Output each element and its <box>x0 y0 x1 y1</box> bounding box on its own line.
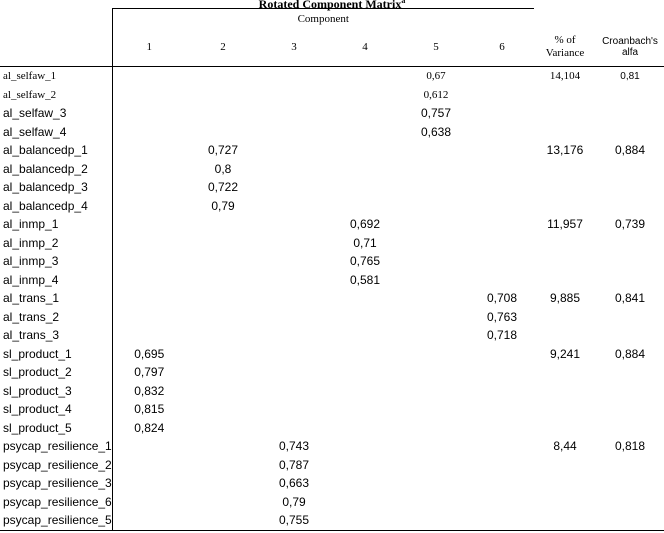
table-title-text: Rotated Component Matrix <box>258 0 402 11</box>
loading-cell-6 <box>470 160 534 179</box>
loading-cell-2 <box>186 437 260 456</box>
loading-cell-6 <box>470 437 534 456</box>
loading-cell-5: 0,757 <box>420 106 452 121</box>
row-label: al_balancedp_4 <box>0 197 112 216</box>
loading-cell-6 <box>470 363 534 382</box>
loading-cell-4 <box>328 437 402 456</box>
row-label: psycap_resilience_3 <box>0 474 112 493</box>
loading-cell-1 <box>112 326 186 345</box>
loading-cell-5: 0,67 <box>426 70 446 83</box>
loading-cell-5 <box>402 197 470 216</box>
loading-cell-6 <box>470 419 534 438</box>
loading-cell-5 <box>402 437 470 456</box>
loading-cell-4 <box>328 345 402 364</box>
column-header-1: 1 <box>112 28 186 67</box>
loading-cell-5 <box>402 289 470 308</box>
loading-cell-6 <box>470 86 534 105</box>
loading-cell-6 <box>470 474 534 493</box>
loading-cell-2 <box>186 308 260 327</box>
table-row <box>0 419 664 438</box>
loading-cell-5: 0,638 <box>420 124 452 139</box>
loading-cell-1 <box>112 160 186 179</box>
loading-cell-2 <box>186 493 260 512</box>
loading-cell-2 <box>186 289 260 308</box>
loading-cell-1 <box>112 271 186 290</box>
variance-cell <box>534 123 596 142</box>
table-row <box>0 456 664 475</box>
alfa-cell <box>596 474 664 493</box>
loading-cell-5 <box>402 419 470 438</box>
loading-cell-3: 0,663 <box>278 476 310 491</box>
loading-cell-2 <box>186 363 260 382</box>
loading-cell-1: 0,695 <box>134 346 165 361</box>
loading-cell-3 <box>260 197 328 216</box>
variance-cell <box>534 86 596 105</box>
row-label: psycap_resilience_6 <box>0 493 112 512</box>
header-stub-cell <box>0 28 112 67</box>
loading-cell-4 <box>328 511 402 530</box>
variance-cell: 8,44 <box>553 439 577 454</box>
alfa-cell: 0,818 <box>614 439 646 454</box>
loading-cell-2 <box>186 474 260 493</box>
loading-cell-3 <box>260 234 328 253</box>
variance-cell <box>534 474 596 493</box>
table-row <box>0 123 664 142</box>
row-label: al_selfaw_1 <box>0 67 112 86</box>
table-row <box>0 234 664 253</box>
loading-cell-3 <box>260 141 328 160</box>
row-label: sl_product_1 <box>0 345 112 364</box>
loading-cell-5 <box>402 252 470 271</box>
header-row-columns <box>0 28 664 67</box>
variance-cell: 9,885 <box>549 291 581 306</box>
row-label: al_selfaw_3 <box>0 104 112 123</box>
loading-cell-5 <box>402 474 470 493</box>
row-label: sl_product_3 <box>0 382 112 401</box>
loading-cell-1 <box>112 67 186 86</box>
header-empty-cell <box>534 9 596 29</box>
row-label: al_selfaw_2 <box>0 86 112 105</box>
loading-cell-3 <box>260 400 328 419</box>
row-label: al_trans_1 <box>0 289 112 308</box>
variance-cell <box>534 104 596 123</box>
alfa-header <box>596 28 664 67</box>
alfa-cell <box>596 252 664 271</box>
alfa-cell <box>596 160 664 179</box>
loading-cell-4 <box>328 289 402 308</box>
row-label: al_trans_3 <box>0 326 112 345</box>
row-label: al_selfaw_4 <box>0 123 112 142</box>
table-row <box>0 345 664 364</box>
table-row <box>0 382 664 401</box>
loading-cell-3 <box>260 345 328 364</box>
row-label: psycap_resilience_2 <box>0 456 112 475</box>
loading-cell-3 <box>260 123 328 142</box>
variance-cell <box>534 456 596 475</box>
column-header-5: 5 <box>402 28 470 67</box>
alfa-cell <box>596 308 664 327</box>
alfa-cell: 0,81 <box>620 70 640 82</box>
header-empty-cell <box>596 9 664 29</box>
table-row <box>0 86 664 105</box>
loading-cell-3 <box>260 382 328 401</box>
loading-cell-4 <box>328 308 402 327</box>
table-row <box>0 400 664 419</box>
loading-cell-2 <box>186 252 260 271</box>
loading-cell-3 <box>260 308 328 327</box>
alfa-cell <box>596 456 664 475</box>
variance-cell <box>534 197 596 216</box>
variance-cell: 11,957 <box>547 217 583 232</box>
loading-cell-1 <box>112 178 186 197</box>
loading-cell-5 <box>402 326 470 345</box>
alfa-cell <box>596 271 664 290</box>
loading-cell-4 <box>328 400 402 419</box>
loading-cell-1 <box>112 215 186 234</box>
loading-cell-5 <box>402 160 470 179</box>
loading-cell-3: 0,787 <box>278 457 310 472</box>
alfa-cell: 0,739 <box>614 217 646 232</box>
variance-header-line2: Variance <box>545 47 585 59</box>
loading-cell-6 <box>470 234 534 253</box>
row-label: sl_product_5 <box>0 419 112 438</box>
table-row <box>0 493 664 512</box>
loading-cell-1 <box>112 493 186 512</box>
alfa-cell <box>596 178 664 197</box>
loading-cell-1 <box>112 197 186 216</box>
loading-cell-4 <box>328 419 402 438</box>
loading-cell-6 <box>470 456 534 475</box>
variance-cell <box>534 160 596 179</box>
loading-cell-3 <box>260 86 328 105</box>
loading-cell-2: 0,727 <box>207 143 239 158</box>
table-row <box>0 437 664 456</box>
row-label: al_inmp_4 <box>0 271 112 290</box>
table-row <box>0 178 664 197</box>
table-row <box>0 252 664 271</box>
loading-cell-4 <box>328 86 402 105</box>
table-row <box>0 474 664 493</box>
loading-cell-6 <box>470 67 534 86</box>
table-row <box>0 141 664 160</box>
alfa-cell <box>596 326 664 345</box>
loading-cell-4 <box>328 382 402 401</box>
table-row <box>0 289 664 308</box>
loading-cell-6 <box>470 104 534 123</box>
variance-cell <box>534 271 596 290</box>
loading-cell-4 <box>328 197 402 216</box>
alfa-cell <box>596 511 664 530</box>
variance-header <box>534 28 596 67</box>
variance-cell <box>534 511 596 530</box>
loading-cell-1: 0,832 <box>134 383 165 398</box>
variance-cell <box>534 382 596 401</box>
loading-cell-2 <box>186 326 260 345</box>
loading-cell-6 <box>470 511 534 530</box>
alfa-cell <box>596 104 664 123</box>
row-label: al_inmp_3 <box>0 252 112 271</box>
loading-cell-2 <box>186 345 260 364</box>
loading-cell-2 <box>186 123 260 142</box>
loading-cell-1 <box>112 141 186 160</box>
column-header-3: 3 <box>260 28 328 67</box>
loading-cell-6 <box>470 271 534 290</box>
loading-cell-1 <box>112 474 186 493</box>
table-row <box>0 104 664 123</box>
alfa-cell <box>596 123 664 142</box>
variance-cell <box>534 234 596 253</box>
loading-cell-1 <box>112 308 186 327</box>
loading-cell-2 <box>186 104 260 123</box>
alfa-cell <box>596 197 664 216</box>
loading-cell-5 <box>402 178 470 197</box>
table-row <box>0 160 664 179</box>
loading-cell-6 <box>470 345 534 364</box>
loading-cell-5 <box>402 382 470 401</box>
row-label: al_balancedp_1 <box>0 141 112 160</box>
loading-cell-2 <box>186 382 260 401</box>
variance-cell <box>534 493 596 512</box>
title-footnote-marker: a <box>401 0 406 5</box>
loading-cell-3 <box>260 289 328 308</box>
loading-cell-3: 0,743 <box>278 439 310 454</box>
column-header-6: 6 <box>470 28 534 67</box>
table-row <box>0 67 664 86</box>
loading-cell-1 <box>112 234 186 253</box>
loading-cell-6 <box>470 493 534 512</box>
loading-cell-4 <box>328 178 402 197</box>
loading-cell-2 <box>186 215 260 234</box>
alfa-cell: 0,841 <box>614 291 646 306</box>
loading-cell-4: 0,581 <box>349 272 381 287</box>
loading-cell-2 <box>186 86 260 105</box>
alfa-cell: 0,884 <box>614 346 646 361</box>
loading-cell-6: 0,718 <box>486 328 518 343</box>
alfa-header-line2: alfa <box>621 47 639 58</box>
loading-cell-6 <box>470 123 534 142</box>
loading-cell-4 <box>328 123 402 142</box>
loading-cell-2 <box>186 511 260 530</box>
loading-cell-4: 0,71 <box>353 235 377 250</box>
loading-cell-6 <box>470 178 534 197</box>
variance-cell: 14,104 <box>549 70 581 83</box>
loading-cell-4 <box>328 160 402 179</box>
variance-cell <box>534 363 596 382</box>
table-row <box>0 308 664 327</box>
loading-cell-2: 0,722 <box>207 180 239 195</box>
variance-cell <box>534 326 596 345</box>
table-row <box>0 326 664 345</box>
loading-cell-3: 0,755 <box>260 511 328 530</box>
loading-cell-3 <box>260 363 328 382</box>
loading-cell-3 <box>260 67 328 86</box>
loading-cell-1 <box>112 437 186 456</box>
loading-cell-5 <box>402 345 470 364</box>
variance-cell: 9,241 <box>549 346 581 361</box>
loading-cell-3 <box>260 271 328 290</box>
header-stub-cell <box>0 9 112 29</box>
row-label: al_inmp_2 <box>0 234 112 253</box>
loading-cell-6 <box>470 215 534 234</box>
column-header-2: 2 <box>186 28 260 67</box>
variance-cell <box>534 419 596 438</box>
loading-cell-6 <box>470 382 534 401</box>
row-label: al_inmp_1 <box>0 215 112 234</box>
loading-cell-3 <box>260 160 328 179</box>
variance-cell <box>534 308 596 327</box>
loading-cell-4 <box>328 326 402 345</box>
variance-header-line1: % of <box>554 34 576 46</box>
variance-cell <box>534 178 596 197</box>
loading-cell-5 <box>402 308 470 327</box>
loading-cell-5 <box>402 141 470 160</box>
loading-cell-2 <box>186 234 260 253</box>
variance-cell <box>534 400 596 419</box>
column-header-4: 4 <box>328 28 402 67</box>
loading-cell-5 <box>402 400 470 419</box>
loading-cell-6 <box>470 197 534 216</box>
loading-cell-3 <box>260 419 328 438</box>
loading-cell-3 <box>260 252 328 271</box>
loading-cell-4: 0,692 <box>349 217 381 232</box>
loading-cell-1 <box>112 123 186 142</box>
loading-cell-4 <box>328 474 402 493</box>
loading-cell-1 <box>112 289 186 308</box>
table-row <box>0 197 664 216</box>
header-row-component <box>0 9 664 29</box>
loading-cell-3: 0,79 <box>282 494 306 509</box>
loading-cell-6: 0,763 <box>486 309 518 324</box>
row-label: al_balancedp_3 <box>0 178 112 197</box>
alfa-header-line1: Croanbach's <box>602 36 658 47</box>
table-row <box>0 511 664 530</box>
loading-cell-1 <box>112 252 186 271</box>
loading-cell-5: 0,612 <box>423 88 449 101</box>
alfa-cell <box>596 493 664 512</box>
variance-cell <box>534 252 596 271</box>
loading-cell-5 <box>402 511 470 530</box>
loading-cell-6 <box>470 252 534 271</box>
row-label: psycap_resilience_5 <box>0 511 112 530</box>
alfa-cell: 0,884 <box>614 143 646 158</box>
loading-cell-2: 0,8 <box>214 161 232 176</box>
alfa-cell <box>596 400 664 419</box>
loading-cell-2 <box>186 419 260 438</box>
table-row <box>0 363 664 382</box>
loading-cell-5 <box>402 363 470 382</box>
loading-cell-6: 0,708 <box>486 291 518 306</box>
row-label: psycap_resilience_1 <box>0 437 112 456</box>
alfa-cell <box>596 419 664 438</box>
loading-cell-4 <box>328 104 402 123</box>
loading-cell-5 <box>402 456 470 475</box>
loading-cell-2 <box>186 271 260 290</box>
table-row <box>0 271 664 290</box>
loading-cell-2 <box>186 456 260 475</box>
loading-cell-2 <box>186 67 260 86</box>
loading-cell-4 <box>328 493 402 512</box>
loading-cell-4 <box>328 67 402 86</box>
loading-cell-1 <box>112 456 186 475</box>
alfa-cell <box>596 363 664 382</box>
loading-cell-5 <box>402 215 470 234</box>
variance-cell: 13,176 <box>546 143 584 158</box>
row-label: sl_product_2 <box>0 363 112 382</box>
row-label: al_balancedp_2 <box>0 160 112 179</box>
alfa-cell <box>596 382 664 401</box>
loading-cell-3 <box>260 104 328 123</box>
loading-cell-2 <box>186 400 260 419</box>
table-row <box>0 215 664 234</box>
loading-cell-1: 0,815 <box>134 402 165 417</box>
loading-cell-1: 0,797 <box>134 365 165 380</box>
loading-cell-1 <box>112 511 186 530</box>
loading-cell-5 <box>402 493 470 512</box>
loading-cell-3 <box>260 178 328 197</box>
alfa-cell <box>596 234 664 253</box>
loading-cell-6 <box>470 400 534 419</box>
loading-cell-6 <box>470 141 534 160</box>
loading-cell-1: 0,824 <box>134 420 165 435</box>
loading-cell-3 <box>260 326 328 345</box>
loading-cell-1 <box>112 86 186 105</box>
row-label: sl_product_4 <box>0 400 112 419</box>
loading-cell-4 <box>328 141 402 160</box>
loading-cell-2: 0,79 <box>211 198 235 213</box>
loading-cell-4: 0,765 <box>349 254 381 269</box>
row-label: al_trans_2 <box>0 308 112 327</box>
loading-cell-4 <box>328 363 402 382</box>
loading-cell-3 <box>260 215 328 234</box>
alfa-cell <box>596 86 664 105</box>
rotated-component-matrix-table <box>0 8 664 531</box>
loading-cell-1 <box>112 104 186 123</box>
loading-cell-4 <box>328 456 402 475</box>
component-header: Component <box>112 9 534 29</box>
loading-cell-5 <box>402 271 470 290</box>
loading-cell-5 <box>402 234 470 253</box>
